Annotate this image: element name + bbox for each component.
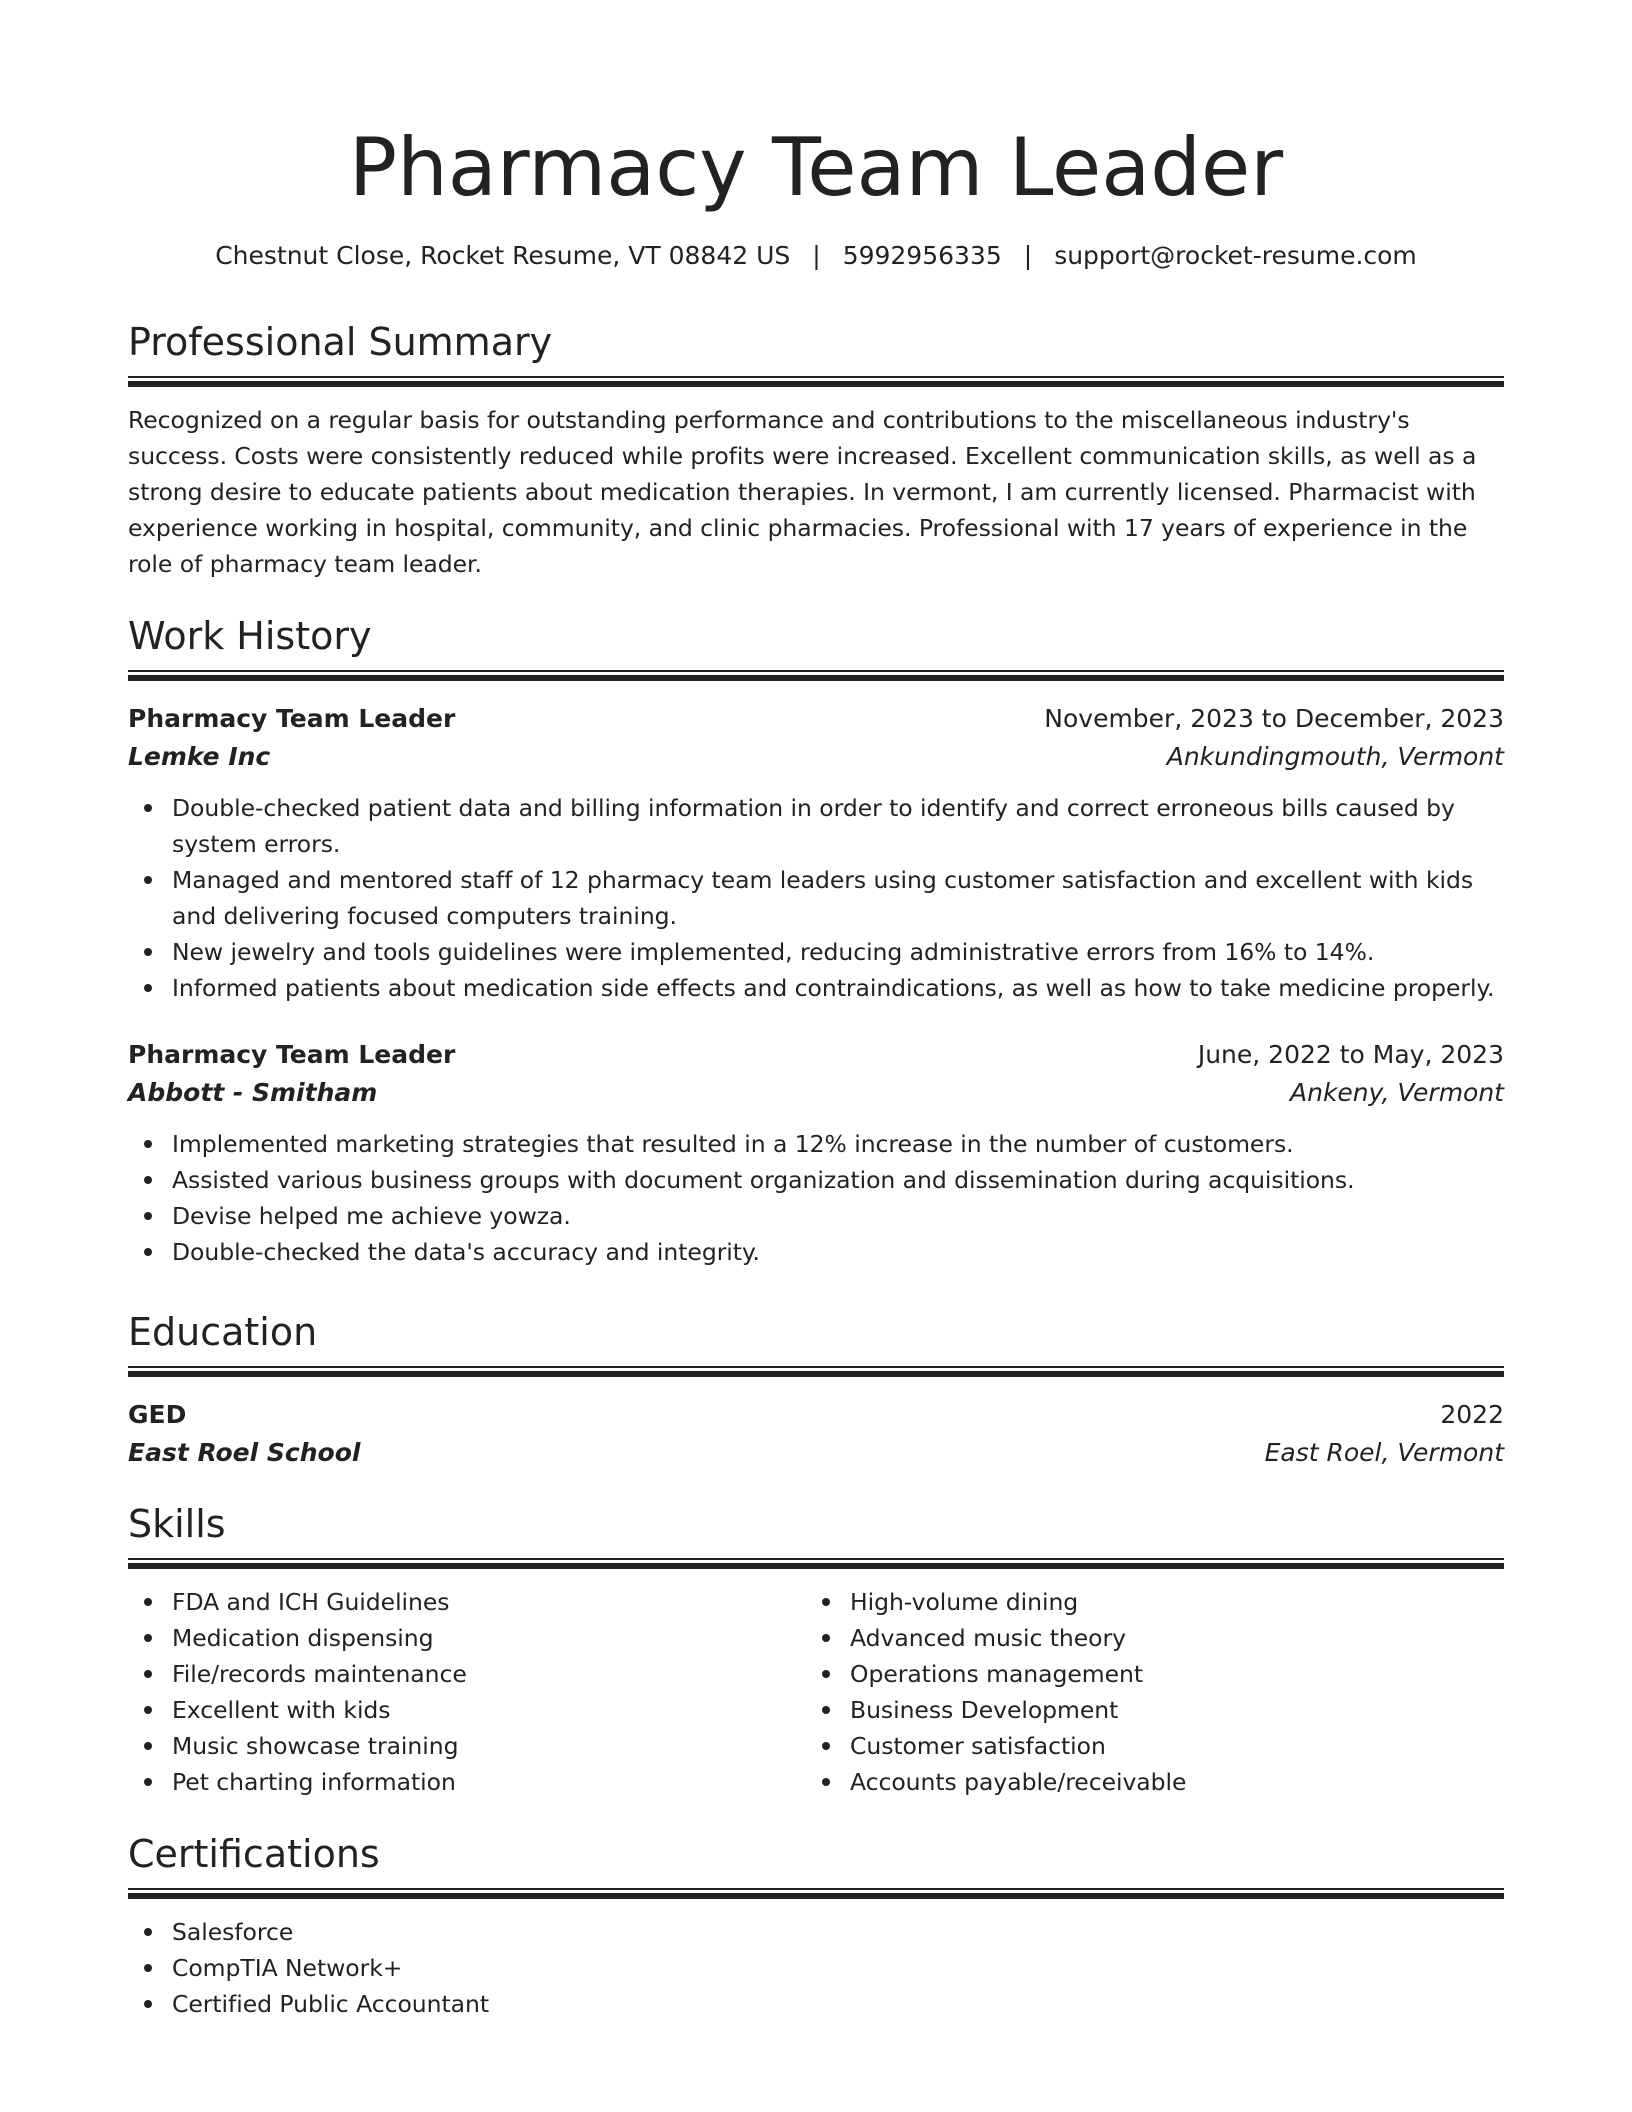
list-item: Informed patients about medication side effects and contraindications, as well as how to take medicine properly. (128, 970, 1504, 1006)
work-history-section (128, 612, 1504, 1270)
list-item: Salesforce (128, 1914, 1504, 1950)
contact-phone: 5992956335 (842, 241, 1002, 270)
list-item: Operations management (806, 1656, 1484, 1692)
list-item: Advanced music theory (806, 1620, 1484, 1656)
education-entry (128, 1396, 1504, 1472)
education-degree: GED (128, 1400, 187, 1429)
list-item: Customer satisfaction (806, 1728, 1484, 1764)
section-divider (128, 670, 1504, 682)
job-company: Abbott - Smitham (128, 1078, 378, 1107)
list-item: Managed and mentored staff of 12 pharmacy team leaders using customer satisfaction and excellent with kids and delivering focused computers training. (128, 862, 1504, 934)
education-subheader (128, 1434, 1504, 1472)
job-subheader (128, 738, 1504, 776)
job-dates: June, 2022 to May, 2023 (1197, 1040, 1504, 1069)
section-title-certifications: Certifications (128, 1832, 380, 1876)
job-bullets (128, 790, 1504, 1006)
list-item: Business Development (806, 1692, 1484, 1728)
contact-address: Chestnut Close, Rocket Resume, VT 08842 US (215, 241, 791, 270)
job-title: Pharmacy Team Leader (128, 704, 456, 733)
list-item: Medication dispensing (128, 1620, 806, 1656)
list-item: Excellent with kids (128, 1692, 806, 1728)
certifications-section (128, 1830, 1504, 2022)
job-entry (128, 700, 1504, 1006)
section-divider (128, 1366, 1504, 1378)
list-item: Music showcase training (128, 1728, 806, 1764)
education-header (128, 1396, 1504, 1434)
list-item: Assisted various business groups with document organization and dissemination during acquisitions. (128, 1162, 1504, 1198)
list-item: Devise helped me achieve yowza. (128, 1198, 1504, 1234)
section-title-work-history: Work History (128, 614, 372, 658)
skills-list-right (806, 1584, 1484, 1800)
section-divider (128, 1888, 1504, 1900)
list-item: CompTIA Network+ (128, 1950, 1504, 1986)
job-dates: November, 2023 to December, 2023 (1044, 704, 1504, 733)
job-title: Pharmacy Team Leader (128, 1040, 456, 1069)
summary-section (128, 318, 1504, 582)
job-location: Ankundingmouth, Vermont (1166, 742, 1504, 771)
list-item: Double-checked the data's accuracy and integrity. (128, 1234, 1504, 1270)
education-school: East Roel School (128, 1438, 361, 1467)
certifications-list (128, 1914, 1504, 2022)
contact-line (128, 238, 1504, 274)
list-item: High-volume dining (806, 1584, 1484, 1620)
section-title-summary: Professional Summary (128, 320, 553, 364)
list-item: Implemented marketing strategies that resulted in a 12% increase in the number of customers. (128, 1126, 1504, 1162)
skills-section (128, 1500, 1504, 1800)
list-item: Pet charting information (128, 1764, 806, 1800)
job-entry (128, 1036, 1504, 1270)
list-item: Certified Public Accountant (128, 1986, 1504, 2022)
summary-text: Recognized on a regular basis for outstanding performance and contributions to the miscellaneous industry's success. Costs were consistently reduced while profits were increased. Excellent communication skills, as well as a strong desire to educate patients about medication therapies. In vermont, I am currently licensed. Pharmacist with experience working in hospital, community, and clinic pharmacies. Professional with 17 years of experience in the role of pharmacy team leader. (128, 406, 1477, 578)
job-subheader (128, 1074, 1504, 1112)
skills-grid (128, 1584, 1504, 1800)
section-title-skills: Skills (128, 1502, 226, 1546)
job-company: Lemke Inc (128, 742, 271, 771)
list-item: Accounts payable/receivable (806, 1764, 1484, 1800)
section-title-education: Education (128, 1310, 318, 1354)
job-location: Ankeny, Vermont (1290, 1078, 1504, 1107)
education-section (128, 1308, 1504, 1472)
job-header (128, 1036, 1504, 1074)
list-item: File/records maintenance (128, 1656, 806, 1692)
list-item: FDA and ICH Guidelines (128, 1584, 806, 1620)
job-header (128, 700, 1504, 738)
contact-email: support@rocket-resume.com (1054, 241, 1417, 270)
list-item: New jewelry and tools guidelines were implemented, reducing administrative errors from 16% to 14%. (128, 934, 1504, 970)
skills-list-left (128, 1584, 806, 1800)
contact-separator: | (1023, 241, 1033, 270)
education-location: East Roel, Vermont (1264, 1438, 1504, 1467)
section-divider (128, 1558, 1504, 1570)
list-item: Double-checked patient data and billing information in order to identify and correct erroneous bills caused by system errors. (128, 790, 1504, 862)
job-bullets (128, 1126, 1504, 1270)
contact-separator: | (812, 241, 821, 270)
section-divider (128, 376, 1504, 388)
education-year: 2022 (1440, 1400, 1504, 1429)
resume-name: Pharmacy Team Leader (348, 121, 1284, 214)
